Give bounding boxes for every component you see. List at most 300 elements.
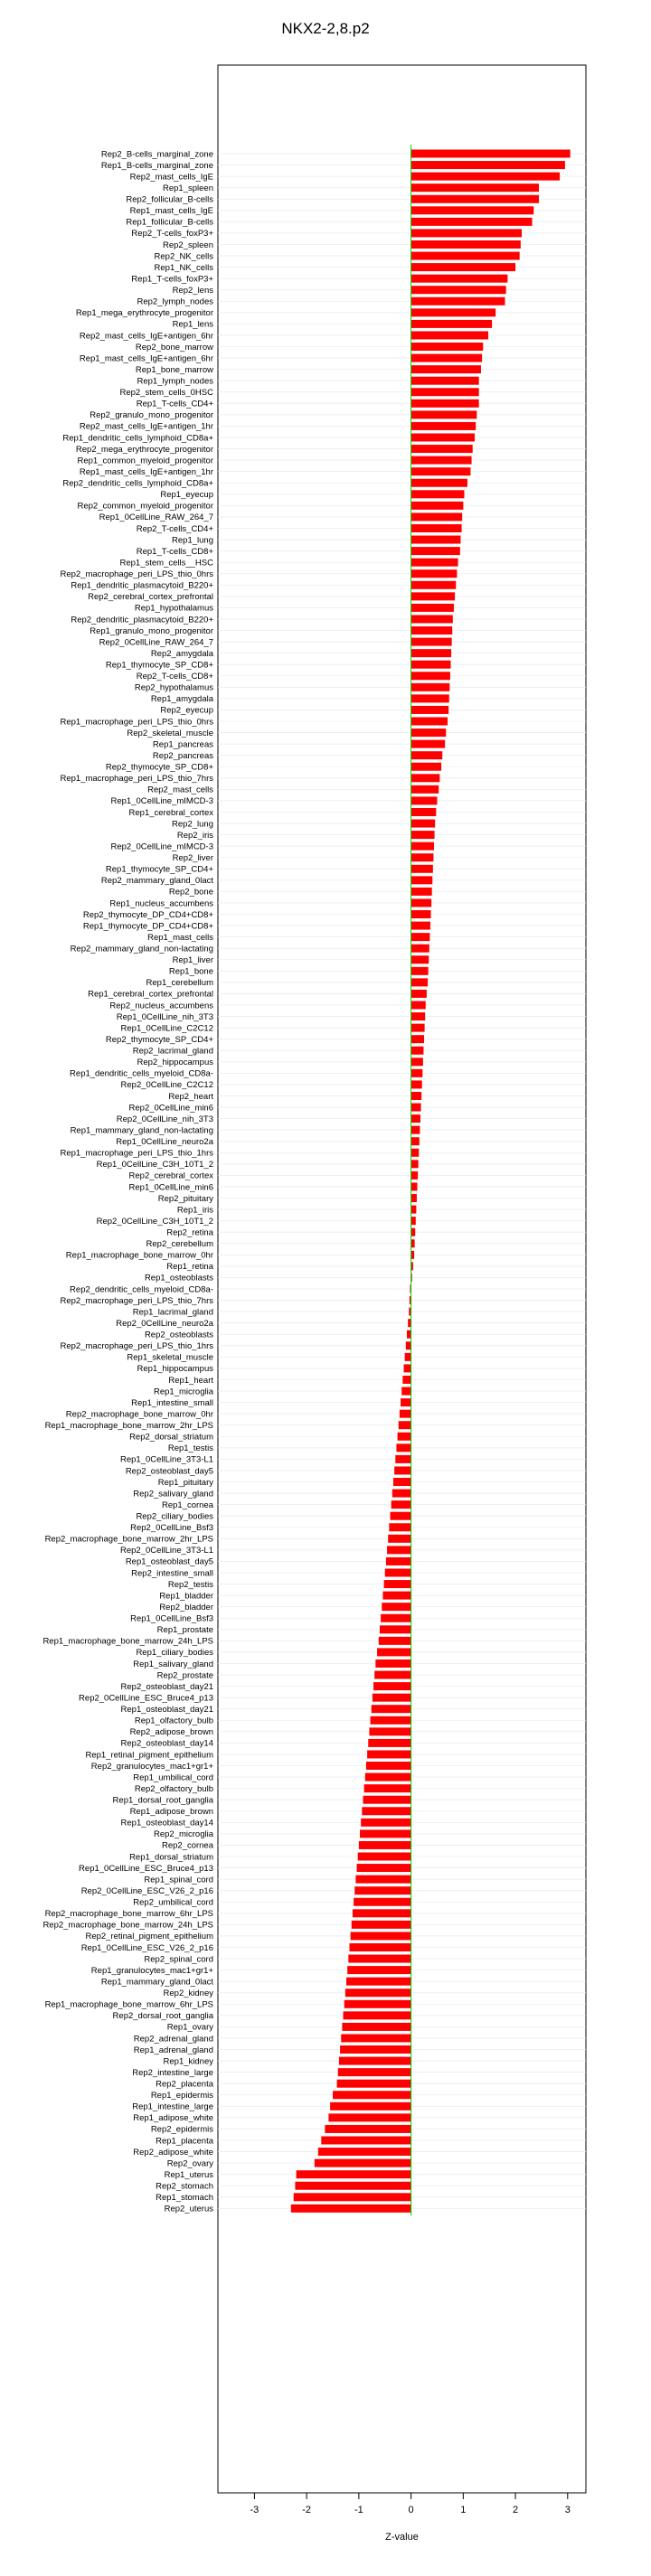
category-label: Rep2_cerebellum: [146, 1239, 213, 1250]
bar: [366, 1762, 411, 1770]
category-label: Rep2_iris: [176, 830, 213, 841]
category-label: Rep1_adrenal_gland: [133, 2045, 213, 2055]
category-label: Rep2_0CellLine_C2C12: [120, 1080, 213, 1091]
bar: [411, 1182, 418, 1190]
category-label: Rep2_testis: [167, 1579, 213, 1590]
bar: [411, 252, 520, 260]
bar: [411, 320, 492, 328]
category-label: Rep1_0CellLine_RAW_264_7: [99, 512, 213, 523]
bar: [411, 377, 479, 385]
bar: [411, 331, 488, 339]
category-label: Rep1_spinal_cord: [144, 1875, 213, 1885]
bar: [371, 1716, 411, 1725]
category-label: Rep2_macrophage_peri_LPS_thio_0hrs: [60, 569, 213, 580]
bar: [354, 1886, 410, 1894]
bar: [411, 1104, 421, 1112]
category-label: Rep2_ovary: [166, 2158, 213, 2169]
bar: [338, 2068, 411, 2076]
bar: [318, 2148, 411, 2156]
bar: [411, 1251, 414, 1259]
bar: [351, 1932, 411, 1940]
x-tick-label: 0: [408, 2505, 414, 2515]
bar: [353, 1909, 411, 1917]
category-label: Rep2_0CellLine_Bsf3: [130, 1523, 213, 1534]
bar: [411, 751, 443, 759]
bar: [393, 1478, 411, 1486]
category-label: Rep1_intestine_small: [131, 1397, 213, 1408]
bar: [411, 888, 432, 896]
category-label: Rep2_bone: [168, 887, 213, 898]
x-tick-label: -3: [250, 2505, 259, 2515]
bar: [365, 1773, 411, 1782]
bar: [411, 1217, 416, 1225]
bar: [357, 1864, 411, 1872]
category-label: Rep1_T-cells_CD8+: [136, 546, 213, 557]
bar: [411, 240, 521, 249]
bar: [387, 1546, 411, 1554]
bar: [401, 1398, 411, 1406]
category-label: Rep1_stomach: [156, 2193, 213, 2204]
category-label: Rep1_T-cells_foxP3+: [131, 274, 213, 285]
category-label: Rep1_mammary_gland_0lact: [100, 1977, 213, 1988]
bar: [411, 672, 450, 680]
category-label: Rep1_0CellLine_mIMCD-3: [110, 796, 213, 807]
bar: [411, 1058, 423, 1066]
bar: [411, 1160, 419, 1168]
category-label: Rep2_ciliary_bodies: [136, 1511, 213, 1522]
bar: [411, 1035, 424, 1043]
category-label: Rep2_0CellLine_nih_3T3: [116, 1114, 213, 1124]
category-label: Rep1_lung: [172, 535, 213, 546]
bar: [330, 2102, 410, 2111]
bar: [411, 831, 435, 839]
category-label: Rep2_heart: [168, 1091, 213, 1102]
bar: [382, 1603, 410, 1611]
bar: [411, 1137, 420, 1145]
bar: [411, 275, 508, 283]
category-label: Rep1_macrophage_peri_LPS_thio_0hrs: [60, 717, 213, 728]
bar: [411, 1024, 425, 1032]
category-label: Rep2_dendritic_cells_lymphoid_CD8a+: [62, 478, 213, 489]
category-label: Rep1_testis: [167, 1443, 213, 1454]
category-label: Rep2_dorsal_striatum: [129, 1432, 213, 1443]
category-label: Rep2_osteoblast_day5: [125, 1466, 213, 1477]
category-label: Rep1_0CellLine_nih_3T3: [116, 1011, 213, 1022]
category-label: Rep1_spleen: [163, 183, 213, 193]
category-label: Rep2_thymocyte_DP_CD4+CD8+: [82, 909, 213, 920]
bar: [341, 2034, 410, 2042]
bar: [358, 1853, 411, 1861]
category-label: Rep1_osteoblasts: [144, 1273, 213, 1283]
category-label: Rep2_eyecup: [160, 705, 213, 716]
category-label: Rep1_macrophage_peri_LPS_thio_7hrs: [60, 774, 213, 785]
category-label: Rep2_mast_cells_IgE+antigen_1hr: [79, 421, 213, 432]
bar: [291, 2205, 411, 2213]
category-label: Rep1_heart: [168, 1375, 213, 1386]
bar: [400, 1410, 411, 1418]
category-label: Rep1_macrophage_bone_marrow_6hr_LPS: [44, 1999, 213, 2010]
category-label: Rep1_bone: [168, 966, 213, 977]
bar: [411, 150, 571, 158]
category-label: Rep2_hippocampus: [137, 1058, 213, 1068]
bar: [411, 694, 449, 702]
bar: [392, 1490, 411, 1498]
bar: [411, 161, 565, 169]
category-label: Rep1_0CellLine_min6: [128, 1182, 213, 1193]
bar: [381, 1614, 410, 1622]
category-label: Rep2_cerebral_cortex: [128, 1170, 213, 1181]
bar: [411, 740, 446, 748]
category-label: Rep2_intestine_large: [132, 2067, 213, 2078]
category-label: Rep1_epidermis: [150, 2091, 213, 2101]
category-label: Rep2_lung: [172, 819, 213, 830]
bar: [411, 626, 453, 635]
category-label: Rep1_T-cells_CD4+: [136, 399, 213, 409]
category-label: Rep1_granulo_mono_progenitor: [90, 625, 213, 636]
bar: [342, 2023, 410, 2031]
bar: [411, 1001, 426, 1010]
x-tick-label: 1: [460, 2505, 467, 2515]
bar: [346, 1978, 411, 1986]
bar: [392, 1500, 411, 1509]
category-label: Rep2_mast_cells_IgE: [129, 172, 213, 183]
bar: [411, 1149, 420, 1157]
category-label: Rep1_0CellLine_C3H_10T1_2: [96, 1160, 213, 1170]
bar: [411, 898, 432, 907]
category-label: Rep1_retinal_pigment_epithelium: [85, 1750, 213, 1761]
category-label: Rep1_ciliary_bodies: [136, 1648, 213, 1659]
category-label: Rep2_thymocyte_SP_CD4+: [105, 1034, 213, 1045]
bar: [411, 967, 429, 975]
bar: [367, 1750, 410, 1758]
category-label: Rep1_prostate: [156, 1625, 213, 1636]
category-label: Rep1_dorsal_striatum: [129, 1852, 213, 1863]
category-label: Rep2_spinal_cord: [144, 1954, 213, 1965]
bar: [391, 1512, 411, 1520]
bar: [411, 1012, 426, 1020]
bar: [411, 865, 433, 873]
category-label: Rep2_salivary_gland: [133, 1489, 213, 1500]
bar: [411, 592, 455, 600]
bar: [411, 876, 433, 884]
category-label: Rep2_skeletal_muscle: [127, 728, 213, 738]
bar: [382, 1592, 410, 1600]
category-label: Rep2_T-cells_CD4+: [136, 523, 213, 534]
bar: [380, 1625, 411, 1633]
category-label: Rep2_mammary_gland_non-lactating: [70, 944, 213, 954]
category-label: Rep2_lens: [172, 286, 213, 296]
category-label: Rep1_cornea: [161, 1500, 213, 1510]
bar: [411, 1239, 415, 1247]
bar: [411, 183, 539, 192]
bar: [411, 763, 441, 771]
bar: [396, 1443, 410, 1452]
bar: [340, 2045, 411, 2054]
bar: [408, 1319, 410, 1327]
category-label: Rep1_0CellLine_neuro2a: [116, 1137, 213, 1148]
category-label: Rep1_retina: [166, 1262, 213, 1273]
chart-title: NKX2-2,8.p2: [281, 20, 370, 37]
category-label: Rep1_osteoblast_day5: [125, 1556, 213, 1567]
bar: [407, 1330, 411, 1339]
category-label: Rep2_osteoblast_day14: [120, 1738, 213, 1749]
category-label: Rep1_macrophage_bone_marrow_2hr_LPS: [44, 1421, 213, 1432]
bar: [411, 853, 434, 861]
category-label: Rep1_thymocyte_SP_CD8+: [105, 660, 213, 671]
category-label: Rep1_lens: [172, 319, 213, 330]
category-label: Rep2_intestine_small: [131, 1568, 213, 1579]
bar: [359, 1841, 411, 1849]
category-label: Rep2_osteoblast_day21: [120, 1681, 213, 1692]
category-label: Rep2_macrophage_bone_marrow_24h_LPS: [42, 1920, 213, 1931]
bar: [411, 706, 449, 714]
bar: [373, 1682, 411, 1690]
bar: [411, 945, 429, 953]
bar: [411, 638, 452, 646]
bar: [411, 649, 451, 657]
bar: [360, 1829, 411, 1838]
bar: [364, 1784, 411, 1792]
bar: [411, 604, 454, 612]
category-label: Rep2_mammary_gland_0lact: [100, 876, 213, 887]
bar: [384, 1580, 411, 1588]
category-label: Rep2_hypothalamus: [134, 682, 213, 693]
category-label: Rep2_epidermis: [150, 2124, 213, 2135]
bar: [395, 1455, 410, 1463]
bar: [411, 536, 461, 544]
bar: [411, 206, 534, 214]
bar: [369, 1727, 410, 1735]
bar: [411, 581, 457, 589]
category-label: Rep1_granulocytes_mac1+gr1+: [90, 1965, 213, 1976]
bar: [411, 479, 467, 487]
category-label: Rep1_lacrimal_gland: [132, 1307, 213, 1318]
category-label: Rep2_granulo_mono_progenitor: [90, 410, 213, 421]
category-label: Rep1_common_myeloid_progenitor: [77, 456, 213, 466]
bar: [411, 922, 430, 930]
bar: [321, 2137, 410, 2145]
bar: [411, 910, 431, 918]
bar: [411, 445, 473, 453]
category-label: Rep1_dendritic_plasmacytoid_B220+: [71, 580, 213, 591]
bar: [297, 2170, 411, 2178]
category-label: Rep2_T-cells_foxP3+: [131, 229, 213, 240]
bar: [339, 2057, 411, 2065]
category-label: Rep2_dendritic_plasmacytoid_B220+: [71, 615, 213, 625]
bar: [411, 195, 539, 203]
bar: [411, 308, 496, 316]
category-label: Rep2_retina: [166, 1227, 213, 1238]
category-label: Rep2_amygdala: [150, 648, 213, 659]
x-tick-label: -1: [354, 2505, 363, 2515]
bar: [411, 263, 515, 271]
category-label: Rep2_stomach: [156, 2181, 213, 2192]
category-label: Rep2_mast_cells_IgE+antigen_6hr: [79, 331, 213, 342]
bar: [411, 1047, 424, 1055]
bar: [295, 2182, 410, 2190]
category-label: Rep1_dendritic_cells_lymphoid_CD8a+: [62, 433, 213, 444]
category-label: Rep2_T-cells_CD8+: [136, 672, 213, 682]
category-label: Rep1_macrophage_bone_marrow_24h_LPS: [42, 1636, 213, 1647]
category-label: Rep1_olfactory_bulb: [134, 1716, 213, 1726]
category-label: Rep1_stem_cells__HSC: [119, 558, 213, 569]
bar: [404, 1364, 411, 1372]
bar: [411, 1069, 423, 1077]
category-label: Rep1_B-cells_marginal_zone: [100, 160, 213, 171]
category-label: Rep2_uterus: [164, 2204, 213, 2214]
bar: [411, 774, 440, 782]
category-label: Rep2_macrophage_peri_LPS_thio_7hrs: [60, 1295, 213, 1306]
category-label: Rep1_osteoblast_day21: [120, 1705, 213, 1716]
category-label: Rep2_adrenal_gland: [133, 2034, 213, 2045]
bar: [349, 1943, 410, 1951]
bar: [411, 569, 458, 578]
category-label: Rep2_lacrimal_gland: [132, 1046, 213, 1057]
bar: [411, 820, 436, 828]
category-label: Rep1_eyecup: [160, 490, 213, 501]
category-label: Rep1_iris: [176, 1205, 213, 1216]
category-label: Rep1_skeletal_muscle: [127, 1352, 213, 1363]
bar: [411, 388, 479, 396]
bar: [411, 842, 434, 851]
bar: [411, 718, 448, 726]
category-label: Rep1_bone_marrow: [135, 364, 213, 375]
category-label: Rep2_0CellLine_neuro2a: [116, 1318, 213, 1329]
category-label: Rep1_mega_erythrocyte_progenitor: [75, 308, 213, 319]
bar: [344, 2000, 411, 2008]
bar: [411, 297, 505, 306]
bar: [411, 1228, 416, 1236]
category-label: Rep1_bladder: [159, 1591, 213, 1602]
category-label: Rep2_0CellLine_ESC_Bruce4_p13: [79, 1693, 213, 1704]
bar: [411, 1114, 420, 1123]
category-label: Rep1_0CellLine_3T3-L1: [120, 1454, 213, 1465]
bar: [411, 410, 477, 418]
bar: [411, 173, 561, 181]
category-label: Rep2_macrophage_bone_marrow_2hr_LPS: [44, 1534, 213, 1545]
category-label: Rep1_follicular_B-cells: [126, 217, 213, 228]
category-label: Rep2_cerebral_cortex_prefrontal: [88, 592, 213, 603]
category-label: Rep2_retinal_pigment_epithelium: [85, 1932, 213, 1942]
category-label: Rep1_hypothalamus: [134, 603, 213, 614]
category-label: Rep2_B-cells_marginal_zone: [100, 149, 213, 160]
category-label: Rep1_amygdala: [150, 694, 213, 705]
category-label: Rep1_cerebral_cortex_prefrontal: [88, 989, 213, 1000]
bar: [294, 2193, 411, 2201]
bar: [355, 1876, 410, 1884]
bar: [402, 1376, 410, 1384]
bar: [411, 1080, 422, 1088]
category-label: Rep2_macrophage_peri_LPS_thio_1hrs: [60, 1341, 213, 1352]
category-label: Rep1_macrophage_peri_LPS_thio_1hrs: [60, 1148, 213, 1159]
x-axis-title: Z-value: [385, 2532, 419, 2543]
bar: [372, 1705, 411, 1713]
category-label: Rep2_adipose_white: [133, 2147, 213, 2158]
category-label: Rep2_bone_marrow: [135, 342, 213, 353]
bar: [315, 2159, 411, 2167]
bar: [398, 1433, 411, 1441]
bar: [411, 729, 447, 737]
bar: [411, 434, 475, 442]
category-label: Rep2_olfactory_bulb: [134, 1783, 213, 1794]
category-label: Rep1_thymocyte_SP_CD4+: [105, 864, 213, 875]
category-label: Rep2_dorsal_root_ganglia: [112, 2011, 213, 2022]
category-label: Rep1_liver: [172, 955, 213, 966]
bar: [411, 354, 483, 362]
bar: [411, 400, 479, 408]
bar: [411, 547, 460, 555]
category-label: Rep1_0CellLine_C2C12: [120, 1023, 213, 1034]
bar: [411, 218, 533, 226]
category-label: Rep2_osteoblasts: [144, 1330, 213, 1340]
category-label: Rep2_mast_cells: [147, 785, 213, 795]
bar: [363, 1796, 410, 1804]
category-label: Rep1_adipose_brown: [129, 1807, 213, 1818]
category-label: Rep2_follicular_B-cells: [126, 194, 213, 205]
bar: [411, 1092, 422, 1100]
bar: [377, 1648, 411, 1656]
bar: [411, 422, 476, 430]
category-label: Rep2_spleen: [163, 240, 213, 250]
bar: [405, 1353, 411, 1361]
category-label: Rep2_0CellLine_mIMCD-3: [110, 841, 213, 852]
bar: [362, 1807, 410, 1815]
bar: [411, 524, 462, 532]
category-label: Rep1_mammary_gland_non-lactating: [70, 1125, 213, 1136]
category-label: Rep1_mast_cells_IgE: [129, 206, 213, 217]
category-label: Rep2_adipose_brown: [129, 1727, 213, 1738]
bar: [411, 490, 465, 498]
category-label: Rep1_salivary_gland: [133, 1659, 213, 1669]
bar: [385, 1569, 411, 1577]
bar: [411, 502, 464, 510]
category-label: Rep1_thymocyte_DP_CD4+CD8+: [82, 921, 213, 932]
category-label: Rep1_0CellLine_ESC_V26_2_p16: [80, 1942, 213, 1953]
bar: [352, 1921, 411, 1929]
bar: [345, 1988, 411, 1997]
bar: [386, 1557, 411, 1565]
category-label: Rep1_macrophage_bone_marrow_0hr: [65, 1250, 213, 1261]
category-label: Rep1_lymph_nodes: [137, 376, 213, 387]
category-label: Rep2_granulocytes_mac1+gr1+: [90, 1761, 213, 1772]
category-label: Rep1_nucleus_accumbens: [109, 898, 213, 909]
bar: [394, 1466, 410, 1474]
category-label: Rep2_0CellLine_C3H_10T1_2: [96, 1216, 213, 1227]
bar: [328, 2113, 410, 2121]
bar: [411, 661, 451, 669]
bar: [325, 2125, 410, 2133]
category-label: Rep2_common_myeloid_progenitor: [77, 501, 213, 512]
category-label: Rep1_mast_cells_IgE+antigen_6hr: [79, 353, 213, 364]
category-label: Rep2_cornea: [161, 1840, 213, 1851]
category-label: Rep1_pancreas: [152, 739, 213, 750]
bar: [411, 1171, 419, 1180]
category-label: Rep1_cerebellum: [146, 978, 213, 989]
category-label: Rep1_mast_cells: [147, 932, 213, 943]
category-label: Rep2_nucleus_accumbens: [109, 1001, 213, 1011]
bar: [389, 1523, 410, 1531]
bar: [373, 1694, 411, 1702]
bar: [411, 229, 522, 237]
category-label: Rep2_0CellLine_ESC_V26_2_p16: [80, 1885, 213, 1896]
bar: [375, 1659, 410, 1668]
bar: [411, 785, 439, 794]
bar: [361, 1819, 410, 1827]
bar: [411, 933, 430, 941]
bar: [368, 1739, 410, 1747]
category-label: Rep2_lymph_nodes: [137, 296, 213, 307]
bar: [411, 978, 428, 986]
